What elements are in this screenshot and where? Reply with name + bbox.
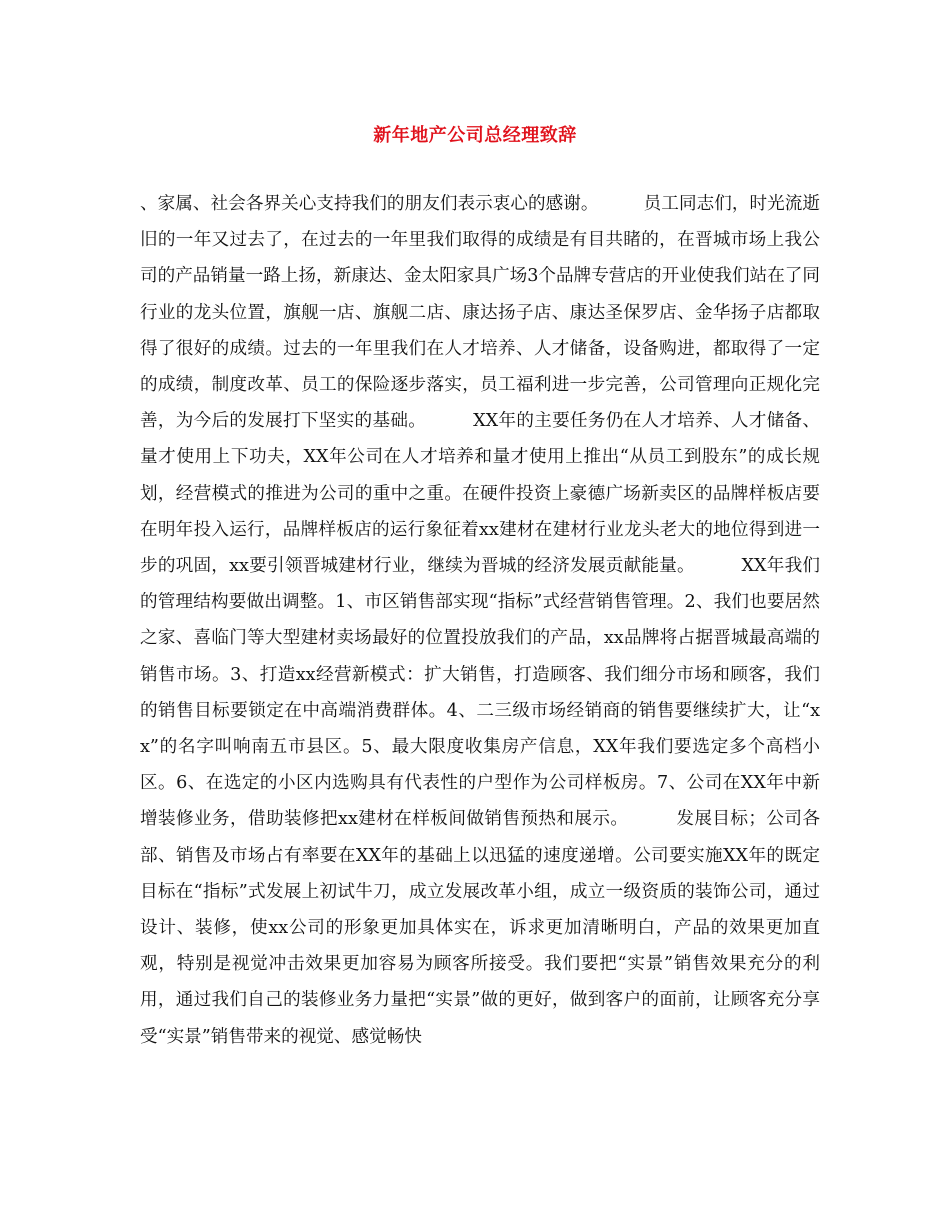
document-body: 、家属、社会各界关心支持我们的朋友们表示衷心的感谢。 员工同志们，时光流逝旧的一年又过去了，在过去的一年里我们取得的成绩是有目共睹的，在晋城市场上我公司的产品销量一路上扬，新康达、金太阳家具广场3个品牌专营店的开业使我们站在了同行业的龙头位置，旗舰一店、旗舰二店、康达扬子店、康达圣保罗店、金华扬子店都取得了很好的成绩。过去的一年里我们在人才培养、人才储备，设备购进，都取得了一定的成绩，制度改革、员工的保险逐步落实，员工福利进一步完善，公司管理向正规化完善，为今后的发展打下坚实的基础。 XX年的主要任务仍在人才培养、人才储备、量才使用上下功夫，XX年公司在人才培养和量才使用上推出“从员工到股东”的成长规划，经营模式的推进为公司的重中之重。在硬件投资上豪德广场新卖区的品牌样板店要在明年投入运行，品牌样板店的运行象征着xx建材在建材行业龙头老大的地位得到进一步的巩固，xx要引领晋城建材行业，继续为晋城的经济发展贡献能量。 XX年我们的管理结构要做出调整。1、市区销售部实现“指标”式经营销售管理。2、我们也要居然之家、喜临门等大型建材卖场最好的位置投放我们的产品，xx品牌将占据晋城最高端的销售市场。3、打造xx经营新模式：扩大销售，打造顾客、我们细分市场和顾客，我们的销售目标要锁定在中高端消费群体。4、二三级市场经销商的销售要继续扩大，让“xx”的名字叫响南五市县区。5、最大限度收集房产信息，XX年我们要选定多个高档小区。6、在选定的小区内选购具有代表性的户型作为公司样板房。7、公司在XX年中新增装修业务，借助装修把xx建材在样板间做销售预热和展示。 发展目标；公司各部、销售及市场占有率要在XX年的基础上以迅猛的速度递增。公司要实施XX年的既定目标在“指标”式发展上初试牛刀，成立发展改革小组，成立一级资质的装饰公司，通过设计、装修，使xx公司的形象更加具体实在，诉求更加清晰明白，产品的效果更加直观，特别是视觉冲击效果更加容易为顾客所接受。我们要把“实景”销售效果充分的利用，通过我们自己的装修业务力量把“实景”做的更好，做到客户的面前，让顾客充分享受“实景”销售带来的视觉、感觉畅快 bbox=[140, 194, 820, 1047]
document-title: 新年地产公司总经理致辞 bbox=[373, 125, 577, 146]
